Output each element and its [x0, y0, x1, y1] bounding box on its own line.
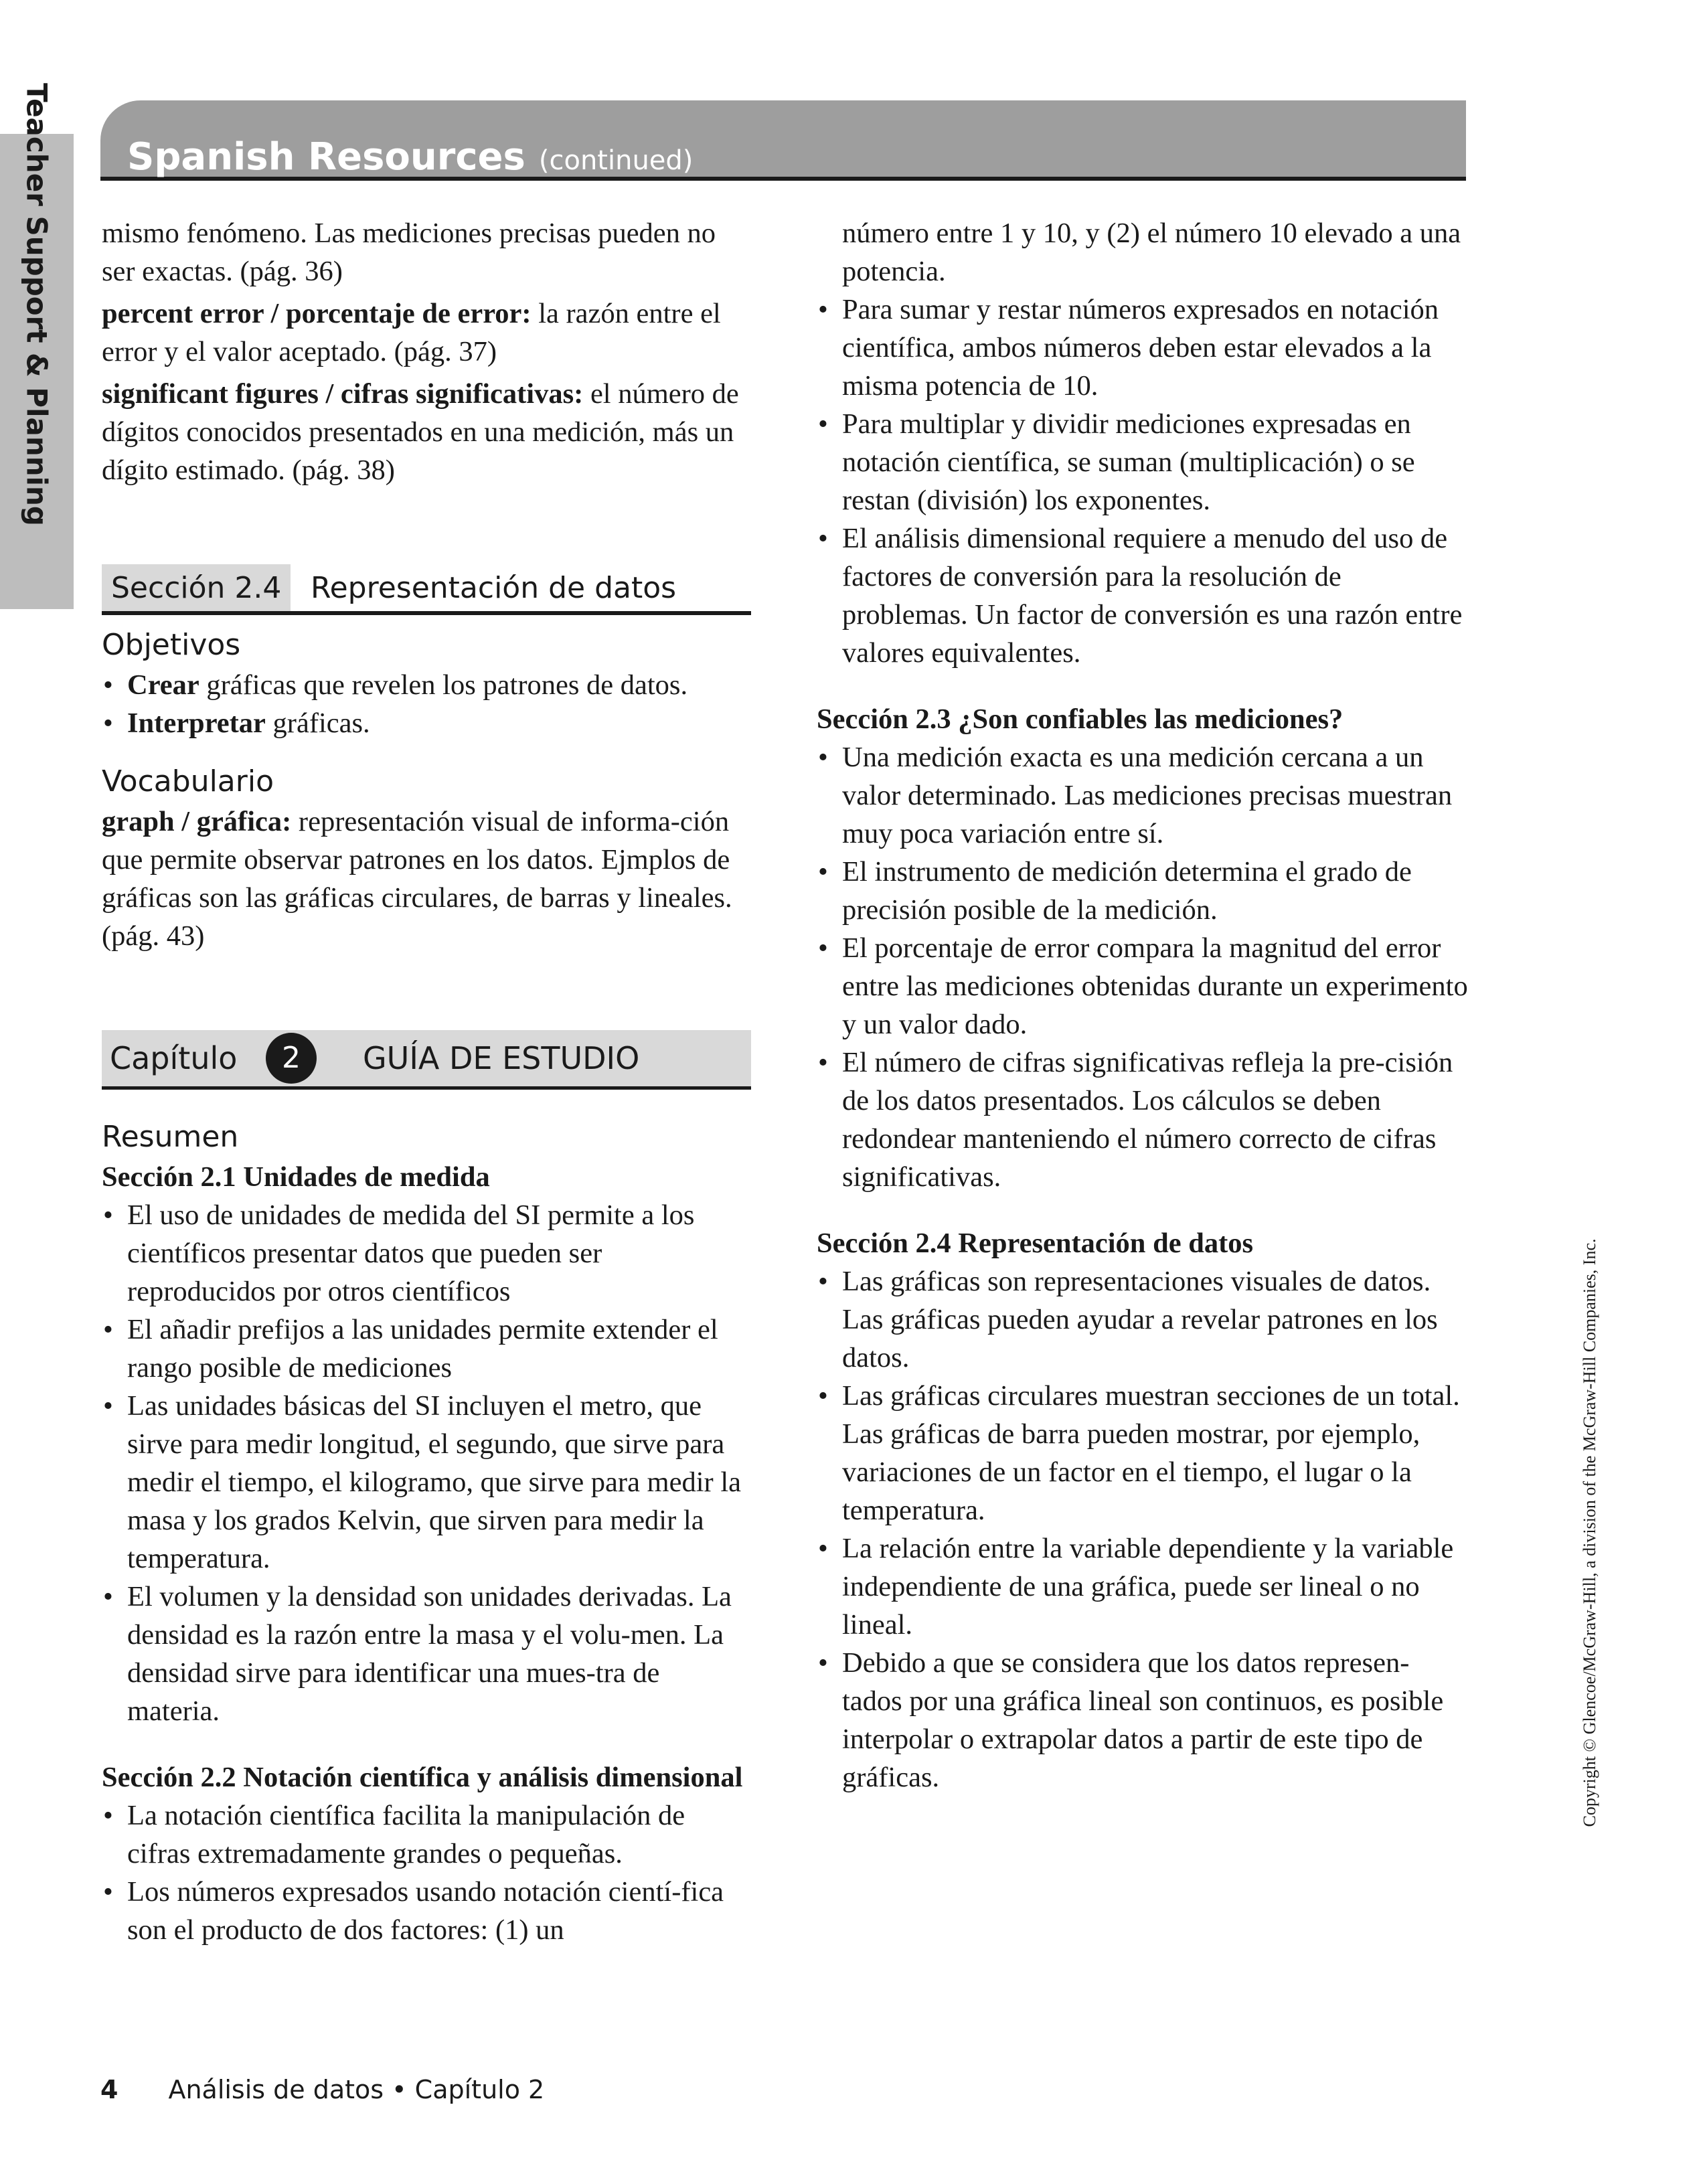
footer-text: Análisis de datos • Capítulo 2 [168, 2075, 545, 2104]
objective-verb: Crear [127, 669, 199, 701]
page-number: 4 [100, 2075, 118, 2104]
objective-text: gráficas que revelen los patrones de datos. [199, 669, 688, 701]
header-title-text: Spanish Resources [127, 135, 525, 179]
list-item: • El añadir prefijos a las unidades permite extender el rango posible de mediciones [102, 1311, 751, 1387]
term-label: graph / gráfica: [102, 806, 292, 837]
list-item: • Debido a que se considera que los datos represen-tados por una gráfica lineal son continuos, es posible interpolar o extrapolar datos a partir de este tipo de gráficas. [817, 1644, 1469, 1796]
list-item: • Los números expresados usando notación cientí-fica son el producto de dos factores: (1) un [102, 1873, 751, 1949]
chapter-banner [102, 1030, 751, 1090]
list-item: • La notación científica facilita la manipulación de cifras extremadamente grandes o pequeñas. [102, 1796, 751, 1873]
term-percent-error [102, 295, 751, 371]
subsection-heading-2-4: Sección 2.4 Representación de datos [817, 1228, 1254, 1259]
list-item: • Una medición exacta es una medición cercana a un valor determinado. Las mediciones precisas muestran muy poca variación entre sí. [817, 738, 1469, 853]
page-footer [100, 2075, 544, 2104]
term-label: significant figures / cifras significativas: [102, 378, 584, 410]
objetivos-heading: Objetivos [102, 628, 241, 662]
summary-list-2-4 [817, 1262, 1469, 1796]
term-significant-figures [102, 375, 751, 489]
section-heading-2-4 [102, 564, 751, 615]
list-item: • Las unidades básicas del SI incluyen el metro, que sirve para medir longitud, el segundo, que sirve para medir el tiempo, el kilogramo, que sirve para medir la masa y los grados Kelvin, que sirven para medir la temperatura. [102, 1387, 751, 1578]
term-graph [102, 803, 751, 955]
vocabulario-heading: Vocabulario [102, 764, 274, 799]
objective-verb: Interpretar [127, 707, 266, 739]
section-number: Sección 2.4 [102, 564, 291, 611]
chapter-number-badge: 2 [266, 1033, 317, 1084]
chapter-label: Capítulo [110, 1040, 238, 1076]
page-header [100, 100, 1466, 181]
header-subtitle: (continued) [538, 145, 694, 176]
resumen-heading: Resumen [102, 1120, 239, 1154]
list-item: • El número de cifras significativas refleja la pre-cisión de los datos presentados. Los cálculos se deben redondear manteniendo el número correcto de cifras significativas. [817, 1043, 1469, 1196]
side-tab-label: Teacher Support & Planning [20, 83, 54, 526]
list-item [102, 704, 751, 742]
list-item: • El instrumento de medición determina el grado de precisión posible de la medición. [817, 853, 1469, 929]
objetivos-list [102, 666, 751, 742]
summary-list-2-2-continued [817, 290, 1469, 672]
list-item: • Las gráficas son representaciones visuales de datos. Las gráficas pueden ayudar a revelar patrones en los datos. [817, 1262, 1469, 1377]
objective-text: gráficas. [265, 707, 370, 739]
subsection-heading-2-3: Sección 2.3 ¿Son confiables las mediciones? [817, 703, 1344, 735]
list-item: • El análisis dimensional requiere a menudo del uso de factores de conversión para la resolución de problemas. Un factor de conversión es una razón entre valores equivalentes. [817, 519, 1469, 672]
term-definition: el número de dígitos conocidos presentados en una medición, más un dígito estimado. (pág. 38) [102, 378, 739, 486]
subsection-heading-2-1: Sección 2.1 Unidades de medida [102, 1161, 490, 1193]
section-title: Representación de datos [311, 571, 677, 605]
term-label: percent error / porcentaje de error: [102, 298, 532, 329]
summary-list-2-3 [817, 738, 1469, 1196]
list-item: • Las gráficas circulares muestran secciones de un total. Las gráficas de barra pueden mostrar, por ejemplo, variaciones de un factor en el tiempo, el lugar o la temperatura. [817, 1377, 1469, 1529]
term-definition: la razón entre el error y el valor aceptado. (pág. 37) [102, 298, 721, 367]
term-definition: representación visual de informa-ción que permite observar patrones en los datos. Ejmplos de gráficas son las gráficas circulares, de barras y lineales. (pág. 43) [102, 806, 732, 952]
list-item: • El uso de unidades de medida del SI permite a los científicos presentar datos que pueden ser reproducidos por otros científicos [102, 1196, 751, 1311]
header-title [127, 135, 693, 179]
summary-list-2-2 [102, 1796, 751, 1949]
right-column [817, 214, 1469, 1796]
list-item: • La relación entre la variable dependiente y la variable independiente de una gráfica, puede ser lineal o no lineal. [817, 1529, 1469, 1644]
list-item [102, 666, 751, 704]
copyright-notice: Copyright © Glencoe/McGraw-Hill, a division of the McGraw-Hill Companies, Inc. [1580, 1238, 1599, 1827]
list-item: • El porcentaje de error compara la magnitud del error entre las mediciones obtenidas durante un experimento y un valor dado. [817, 929, 1469, 1043]
list-item: • El volumen y la densidad son unidades derivadas. La densidad es la razón entre la masa y el volu-men. La densidad sirve para identificar una mues-tra de materia. [102, 1578, 751, 1730]
chapter-title: GUÍA DE ESTUDIO [363, 1040, 640, 1076]
continuation-text: número entre 1 y 10, y (2) el número 10 elevado a una potencia. [842, 218, 1461, 287]
summary-list-2-1 [102, 1196, 751, 1730]
list-item: • Para sumar y restar números expresados en notación científica, ambos números deben estar elevados a la misma potencia de 10. [817, 290, 1469, 405]
list-item: • Para multiplar y dividir mediciones expresadas en notación científica, se suman (multiplicación) o se restan (división) los exponentes. [817, 405, 1469, 519]
subsection-heading-2-2: Sección 2.2 Notación científica y análisis dimensional [102, 1762, 743, 1793]
intro-paragraph: mismo fenómeno. Las mediciones precisas pueden no ser exactas. (pág. 36) [102, 218, 716, 287]
left-column [102, 214, 751, 1949]
